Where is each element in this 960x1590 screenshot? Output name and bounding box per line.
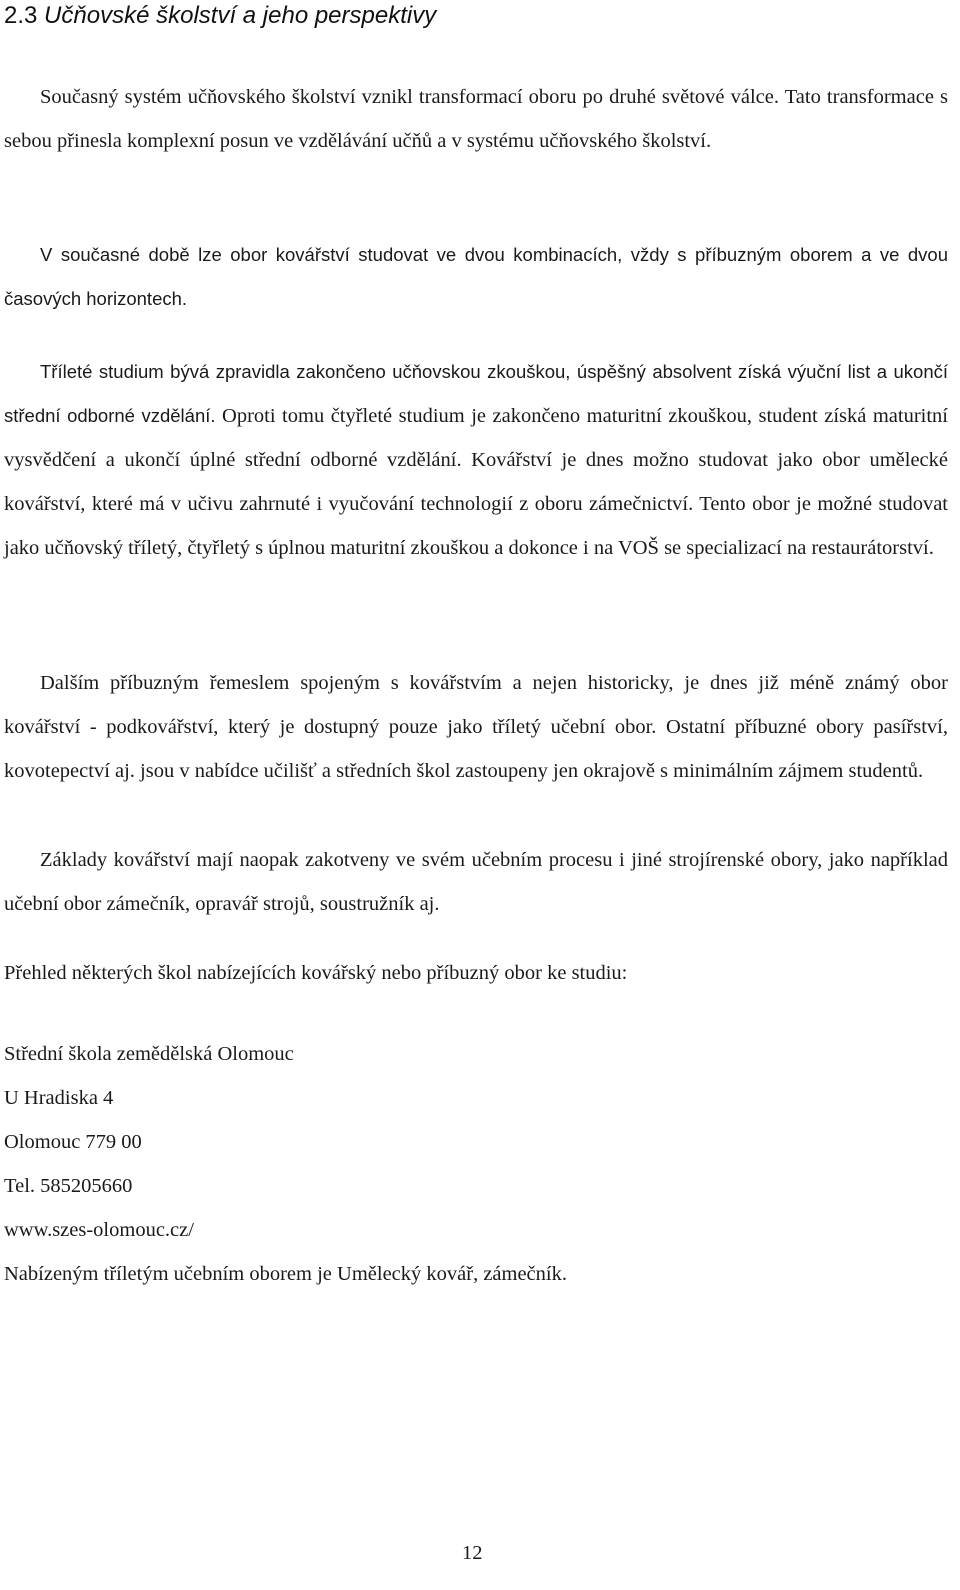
paragraph-overview: Přehled některých škol nabízejících kovářský nebo příbuzný obor ke studiu: bbox=[4, 962, 628, 984]
school-phone: Tel. 585205660 bbox=[4, 1175, 133, 1197]
school-website: www.szes-olomouc.cz/ bbox=[4, 1219, 194, 1241]
paragraph-study-types-intro: Tříleté studium bývá zpravidla zakončeno učňovskou zkouškou, úspěšný absolvent získá výuční list a ukončí střední odborné vzdělání. bbox=[4, 361, 948, 426]
paragraph-study-types bbox=[4, 350, 948, 570]
school-name: Střední škola zemědělská Olomouc bbox=[4, 1043, 294, 1065]
paragraph-study-types-rest: Oproti tomu čtyřleté studium je zakončeno maturitní zkouškou, student získá maturitní vysvědčení a ukončí úplné střední odborné vzdělání. Kovářství je dnes možno studovat jako obor umělecké kovářství, které má v učivu zahrnuté i vyučování technologií z oboru zámečnictví. Tento obor je možné studovat jako učňovský tříletý, čtyřletý s úplnou maturitní zkouškou a dokonce i na VOŠ se specializací na restaurátorství. bbox=[4, 405, 948, 559]
paragraph-transformation: Současný systém učňovského školství vznikl transformací oboru po druhé světové válce. Tato transformace s sebou přinesla komplexní posun ve vzdělávání učňů a v systému učňovského školství. bbox=[4, 86, 948, 152]
page-number: 12 bbox=[462, 1542, 483, 1564]
section-title: Učňovské školství a jeho perspektivy bbox=[44, 2, 437, 29]
school-street: U Hradiska 4 bbox=[4, 1087, 114, 1109]
section-heading bbox=[4, 0, 436, 32]
paragraph-foundations: Základy kovářství mají naopak zakotveny ve svém učebním procesu i jiné strojírenské obory, jako například učební obor zámečník, opravář strojů, soustružník aj. bbox=[4, 849, 948, 915]
school-offer: Nabízeným tříletým učebním oborem je Umělecký kovář, zámečník. bbox=[4, 1263, 567, 1285]
paragraph-related-crafts: Dalším příbuzným řemeslem spojeným s kovářstvím a nejen historicky, je dnes již méně známý obor kovářství - podkovářství, který je dostupný pouze jako tříletý učební obor. Ostatní příbuzné obory pasířství, kovotepectví aj. jsou v nabídce učilišť a středních škol zastoupeny jen okrajově s minimálním zájmem studentů. bbox=[4, 672, 948, 782]
school-city: Olomouc 779 00 bbox=[4, 1131, 142, 1153]
paragraph-combinations: V současné době lze obor kovářství studovat ve dvou kombinacích, vždy s příbuzným oborem a ve dvou časových horizontech. bbox=[4, 244, 948, 309]
section-number: 2.3 bbox=[4, 2, 38, 29]
